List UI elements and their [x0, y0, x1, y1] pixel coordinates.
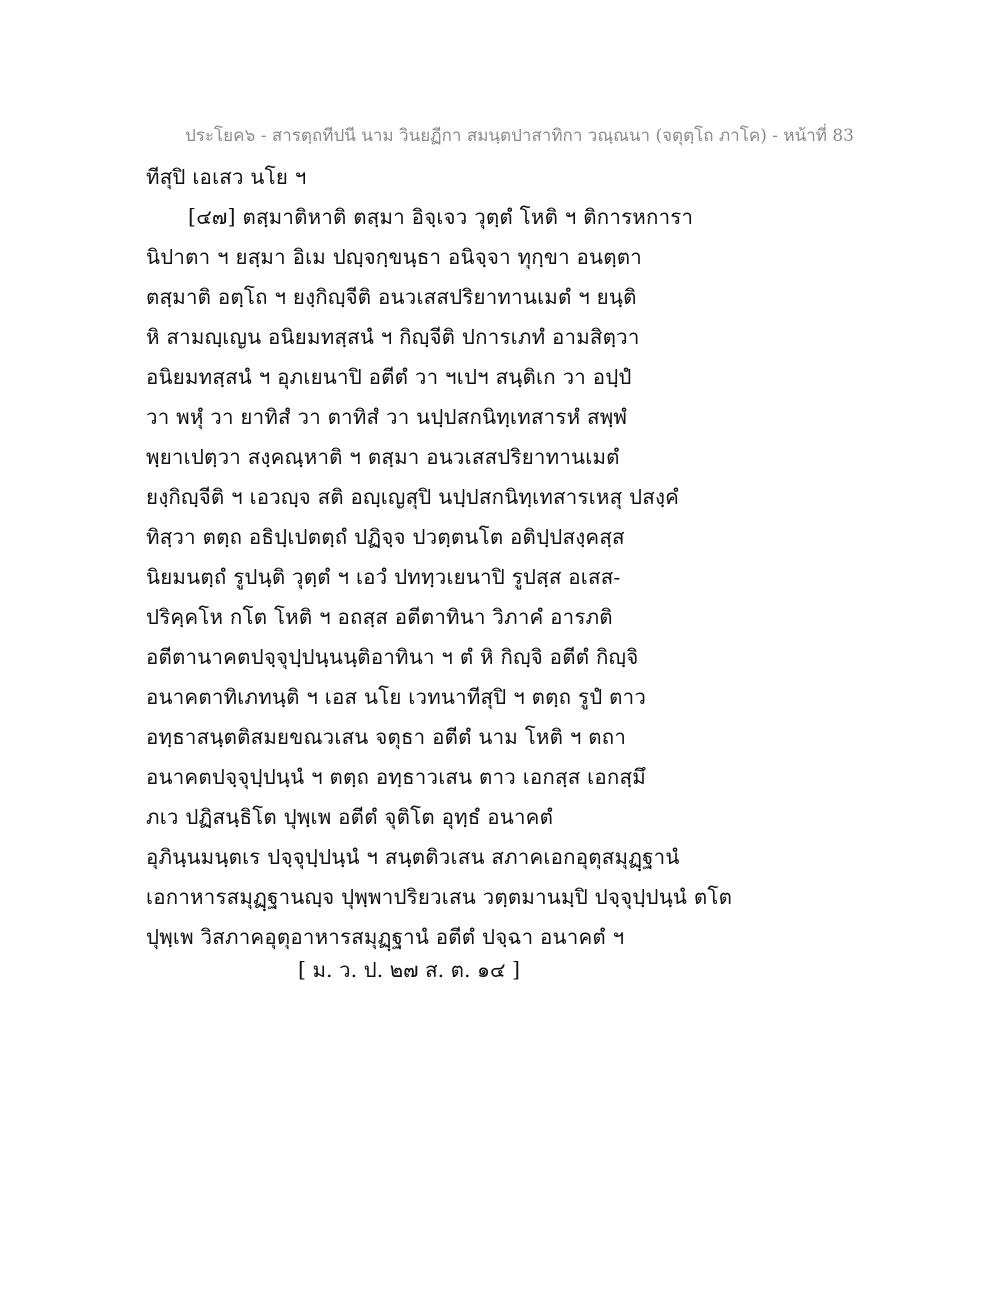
text-line: นิปาตา ฯ ยสฺมา อิเม ปญฺจกฺขนฺธา อนิจฺจา ทุกฺขา อนตฺตา	[146, 245, 642, 269]
text-line: อุภินฺนมนฺตเร ปจฺจุปฺปนฺนํ ฯ สนฺตติวเสน สภาคเอกอุตุสมุฏฺฐานํ	[146, 845, 680, 869]
text-line: อนาคตาทิเภทนฺติ ฯ เอส นโย เวทนาทีสุปิ ฯ ตตฺถ รูปํ ตาว	[146, 685, 647, 709]
text-line: อทฺธาสนฺตติสมยขณวเสน จตุธา อตีตํ นาม โหติ ฯ ตถา	[146, 725, 627, 749]
text-line: ภเว ปฏิสนฺธิโต ปุพฺเพ อตีตํ จุติโต อุทฺธํ อนาคตํ	[146, 805, 554, 829]
text-line: อนาคตปจฺจุปฺปนฺนํ ฯ ตตฺถ อทฺธาวเสน ตาว เอกสฺส เอกสฺมึ	[146, 765, 646, 789]
text-line: อนิยมทสฺสนํ ฯ อุภเยนาปิ อตีตํ วา ฯเปฯ สนฺติเก วา อปฺปํ	[146, 365, 632, 389]
text-line: นิยมนตฺถํ รูปนฺติ วุตฺตํ ฯ เอวํ ปททฺวเยนาปิ รูปสฺส อเสส-	[146, 565, 621, 589]
text-line: อตีตานาคตปจฺจุปฺปนฺนนฺติอาทินา ฯ ตํ หิ กิญฺจิ อตีตํ กิญฺจิ	[146, 645, 639, 669]
text-line: ปริคฺคโห กโต โหติ ฯ อถสฺส อตีตาทินา วิภาคํ อารภติ	[146, 605, 613, 629]
body-text	[146, 157, 846, 957]
text-line: ทิสฺวา ตตฺถ อธิปฺเปตตฺถํ ปฏิจฺจ ปวตฺตนโต อติปฺปสงฺคสฺส	[146, 525, 625, 549]
running-header: ประโยค๖ - สารตฺถทีปนี นาม วินยฏีกา สมนฺตปาสาทิกา วณฺณนา (จตุตฺโถ ภาโค) - หน้าที่ 83	[185, 126, 854, 146]
text-line: วา พหุํ วา ยาทิสํ วา ตาทิสํ วา นปฺปสกนิทฺเทสารหํ สพฺพํ	[146, 405, 628, 429]
text-line: เอกาหารสมุฏฺฐานญฺจ ปุพฺพาปริยวเสน วตฺตมานมฺปิ ปจฺจุปฺปนฺนํ ตโต	[146, 885, 733, 909]
text-line: ยงฺกิญฺจีติ ฯ เอวญฺจ สติ อญฺเญสุปิ นปฺปสกนิทฺเทสารเหสุ ปสงฺคํ	[146, 485, 680, 509]
text-line: ทีสุปิ เอเสว นโย ฯ	[146, 165, 307, 189]
text-line: ปุพฺเพ วิสภาคอุตุอาหารสมุฏฺฐานํ อตีตํ ปจฺฉา อนาคตํ ฯ	[146, 925, 625, 949]
text-line: พฺยาเปตฺวา สงฺคณฺหาติ ฯ ตสฺมา อนวเสสปริยาทานเมตํ	[146, 445, 620, 469]
text-line: [๔๗] ตสฺมาติหาติ ตสฺมา อิจฺเจว วุตฺตํ โหติ ฯ ติการหการา	[188, 205, 694, 229]
text-line: หิ สามญฺเญน อนิยมทสฺสนํ ฯ กิญฺจีติ ปการเภทํ อามสิตฺวา	[146, 325, 640, 349]
source-reference: [ ม. ว. ป. ๒๗ ส. ต. ๑๔ ]	[298, 958, 521, 982]
text-line: ตสฺมาติ อตฺโถ ฯ ยงฺกิญฺจีติ อนวเสสปริยาทานเมตํ ฯ ยนฺติ	[146, 285, 637, 309]
